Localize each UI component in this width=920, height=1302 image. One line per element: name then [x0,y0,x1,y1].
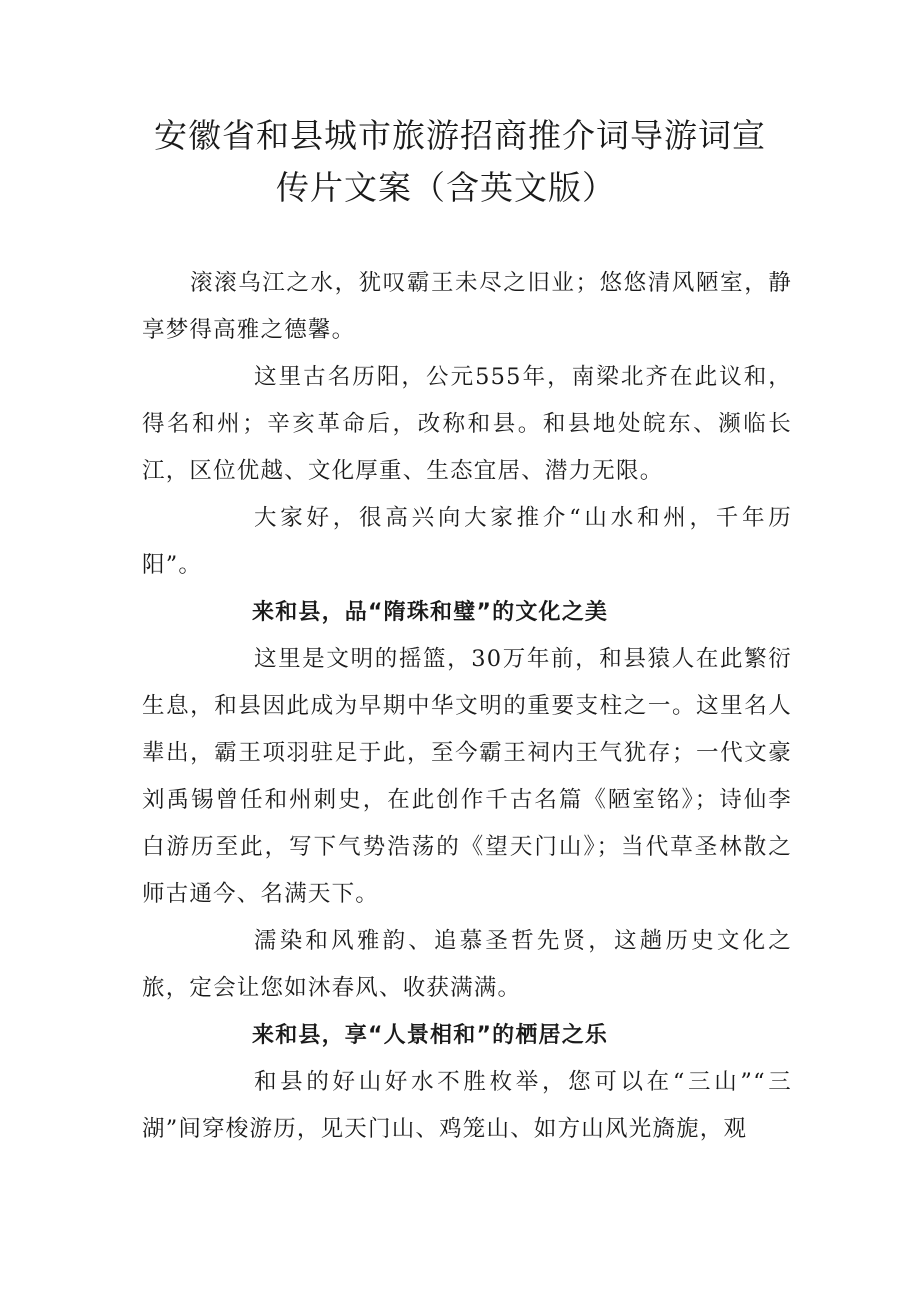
paragraph-culture: 这里是文明的摇篮，30万年前，和县猿人在此繁衍生息，和县因此成为早期中华文明的重要支柱之一。这里名人辈出，霸王项羽驻足于此，至今霸王祠内王气犹存；一代文豪刘禹锡曾任和州刺史，在此创作千古名篇《陋室铭》；诗仙李白游历至此，写下气势浩荡的《望天门山》；当代草圣林散之师古通今、名满天下。 [142,646,792,907]
section-heading-culture: 来和县，品“隋珠和璧”的文化之美 [252,600,609,625]
document-body [142,260,792,1153]
paragraph-intro: 滚滚乌江之水，犹叹霸王未尽之旧业；悠悠清风陋室，静享梦得高雅之德馨。 [142,270,792,343]
paragraph-culture-summary: 濡染和风雅韵、追慕圣哲先贤，这趟历史文化之旅，定会让您如沐春风、收获满满。 [142,928,792,1001]
title-line-2: 传片文案（含英文版） [276,168,616,207]
paragraph-history: 这里古名历阳，公元555年，南梁北齐在此议和，得名和州；辛亥革命后，改称和县。和县地处皖东、濒临长江，区位优越、文化厚重、生态宜居、潜力无限。 [142,364,792,484]
paragraph-scenery: 和县的好山好水不胜枚举，您可以在“三山”“三湖”间穿梭游历，见天门山、鸡笼山、如方山风光旖旎，观 [142,1069,792,1142]
paragraph-greeting: 大家好，很高兴向大家推介“山水和州，千年历阳”。 [142,505,792,578]
document-title [0,110,920,214]
section-heading-living: 来和县，享“人景相和”的栖居之乐 [252,1023,609,1048]
title-line-1: 安徽省和县城市旅游招商推介词导游词宣 [154,116,766,155]
